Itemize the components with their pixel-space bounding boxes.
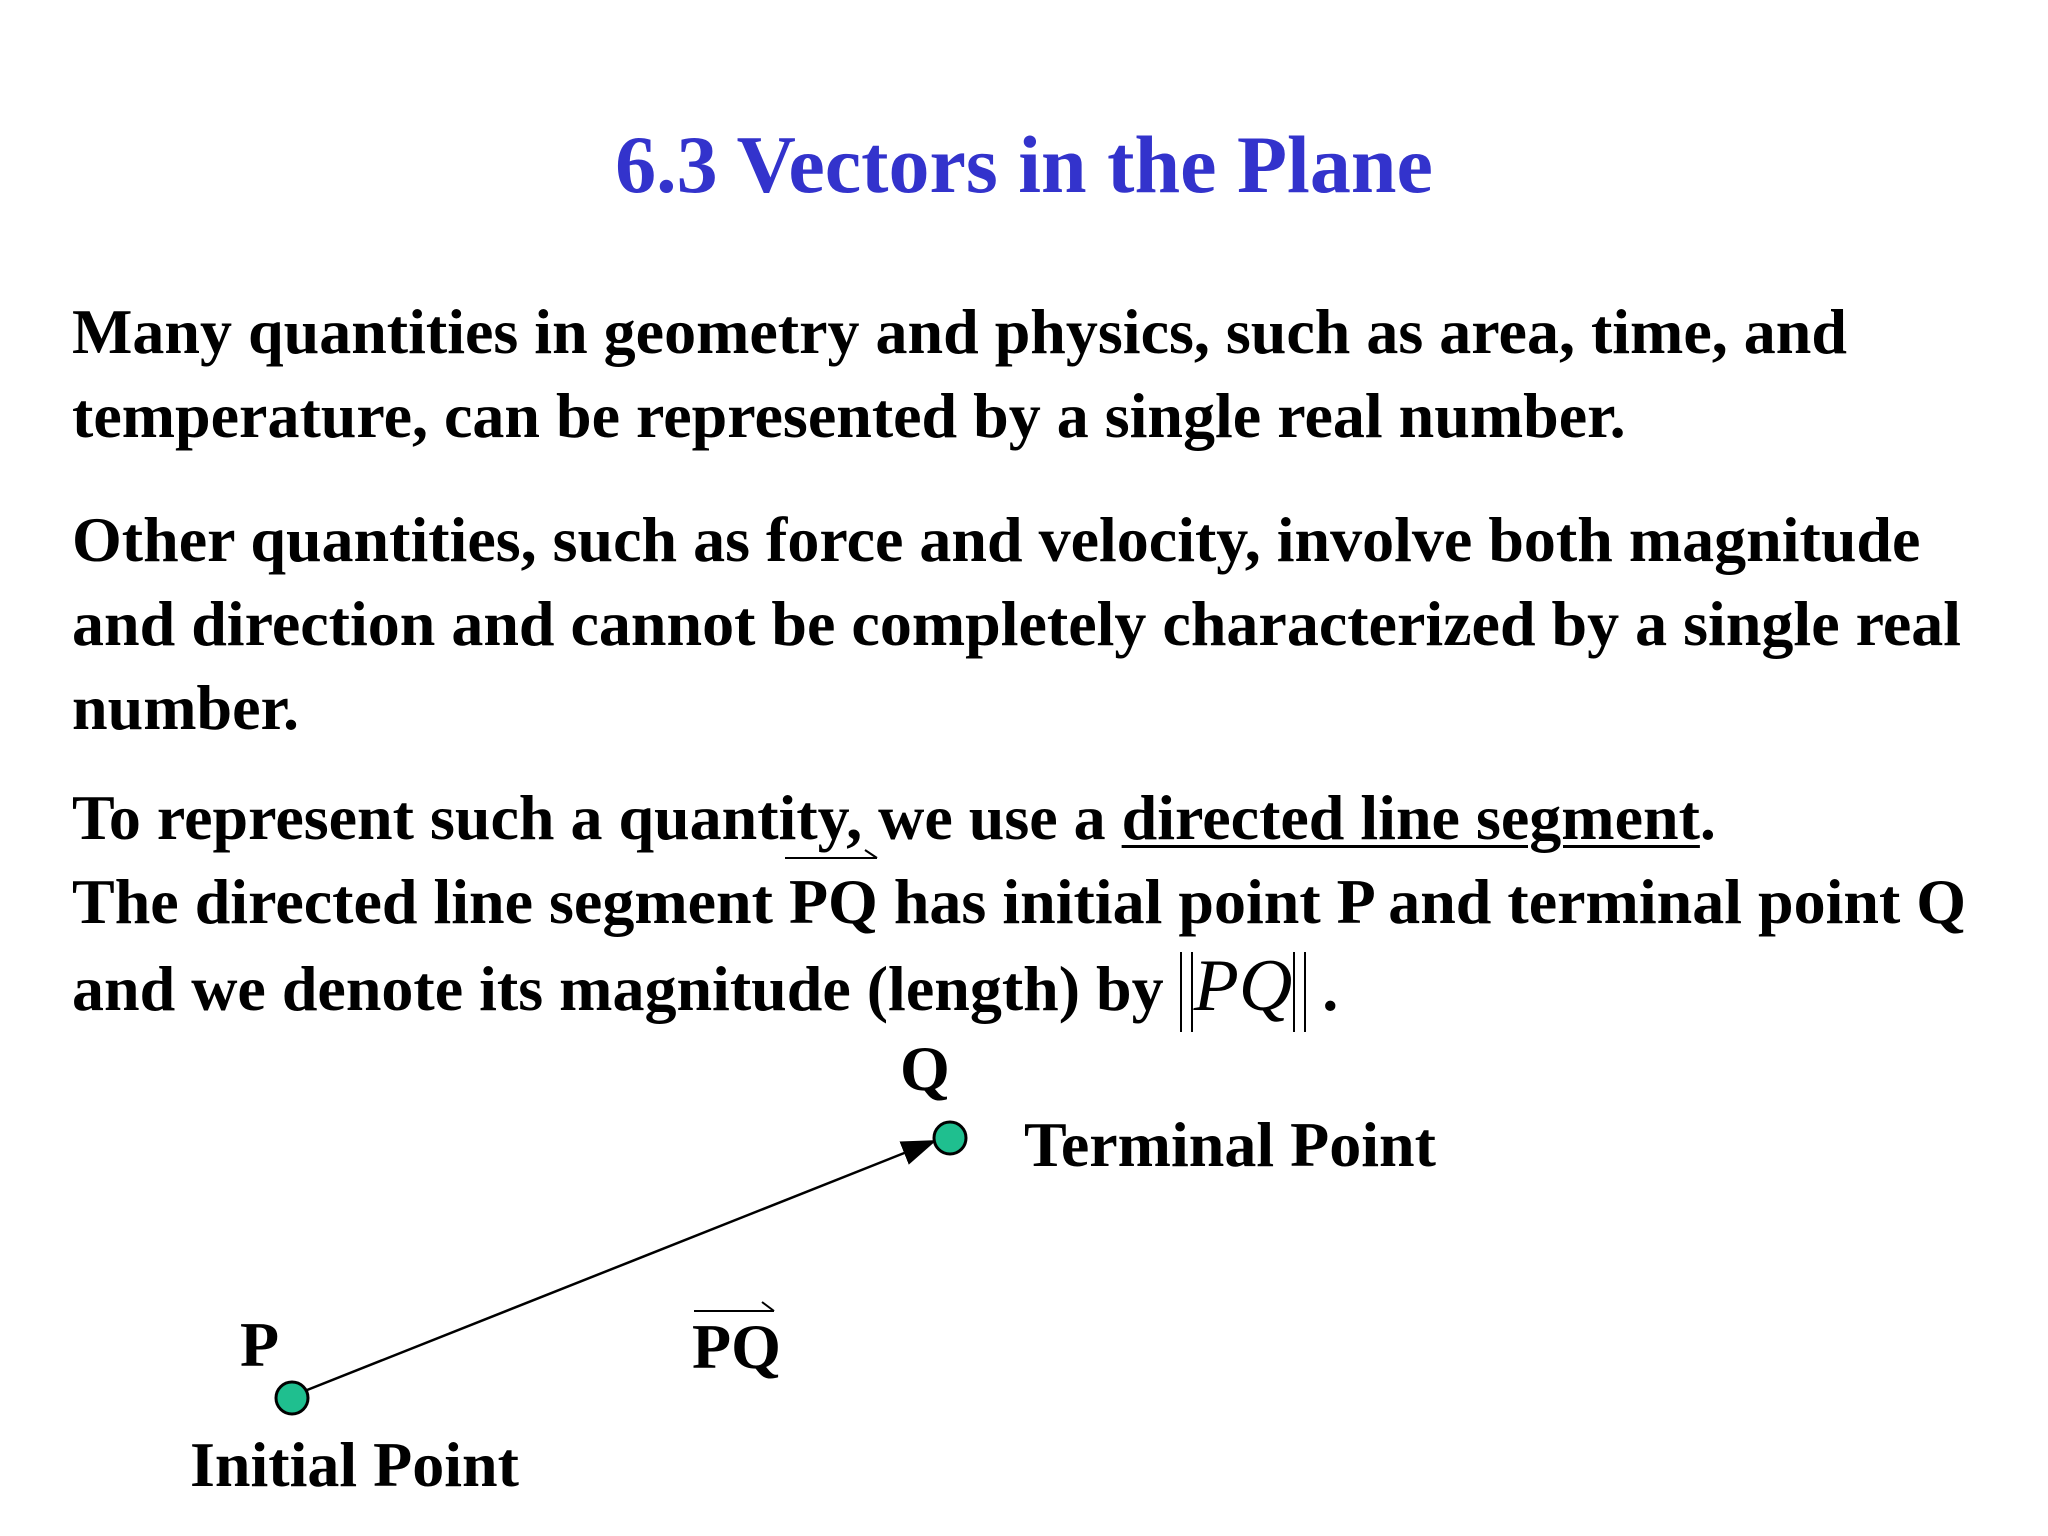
p3-text-period: . [1699, 782, 1716, 853]
point-q-dot [934, 1122, 966, 1154]
vector-pq-line [292, 1142, 932, 1396]
paragraph-vectors: Other quantities, such as force and velocity, involve both magnitude and direction and cannot be completely characterized by a single real number. [72, 504, 1962, 743]
initial-point-label: Initial Point [190, 1429, 519, 1500]
terminal-point-label: Terminal Point [1024, 1109, 1436, 1180]
p3-text-3: has initial point P and terminal point Q and we denote its magnitude (length) by [72, 866, 1967, 1024]
paragraph-scalars: Many quantities in geometry and physics, such as area, time, and temperature, can be represented by a single real number. [72, 296, 1847, 451]
point-q-label: Q [900, 1033, 950, 1104]
p3-text-2: The directed line segment [72, 866, 789, 937]
term-directed-line-segment: directed line segment [1121, 782, 1700, 853]
p3-text-end: . [1306, 953, 1339, 1024]
point-p-dot [276, 1382, 308, 1414]
slide-title: 6.3 Vectors in the Plane [615, 119, 1433, 210]
vector-pq-inline-label: PQ [788, 866, 878, 937]
magnitude-label: PQ [1193, 945, 1293, 1027]
p3-text-1: To represent such a quantity, we use a [72, 782, 1122, 853]
point-p-label: P [240, 1309, 280, 1380]
vector-pq-label: PQ [692, 1311, 781, 1382]
